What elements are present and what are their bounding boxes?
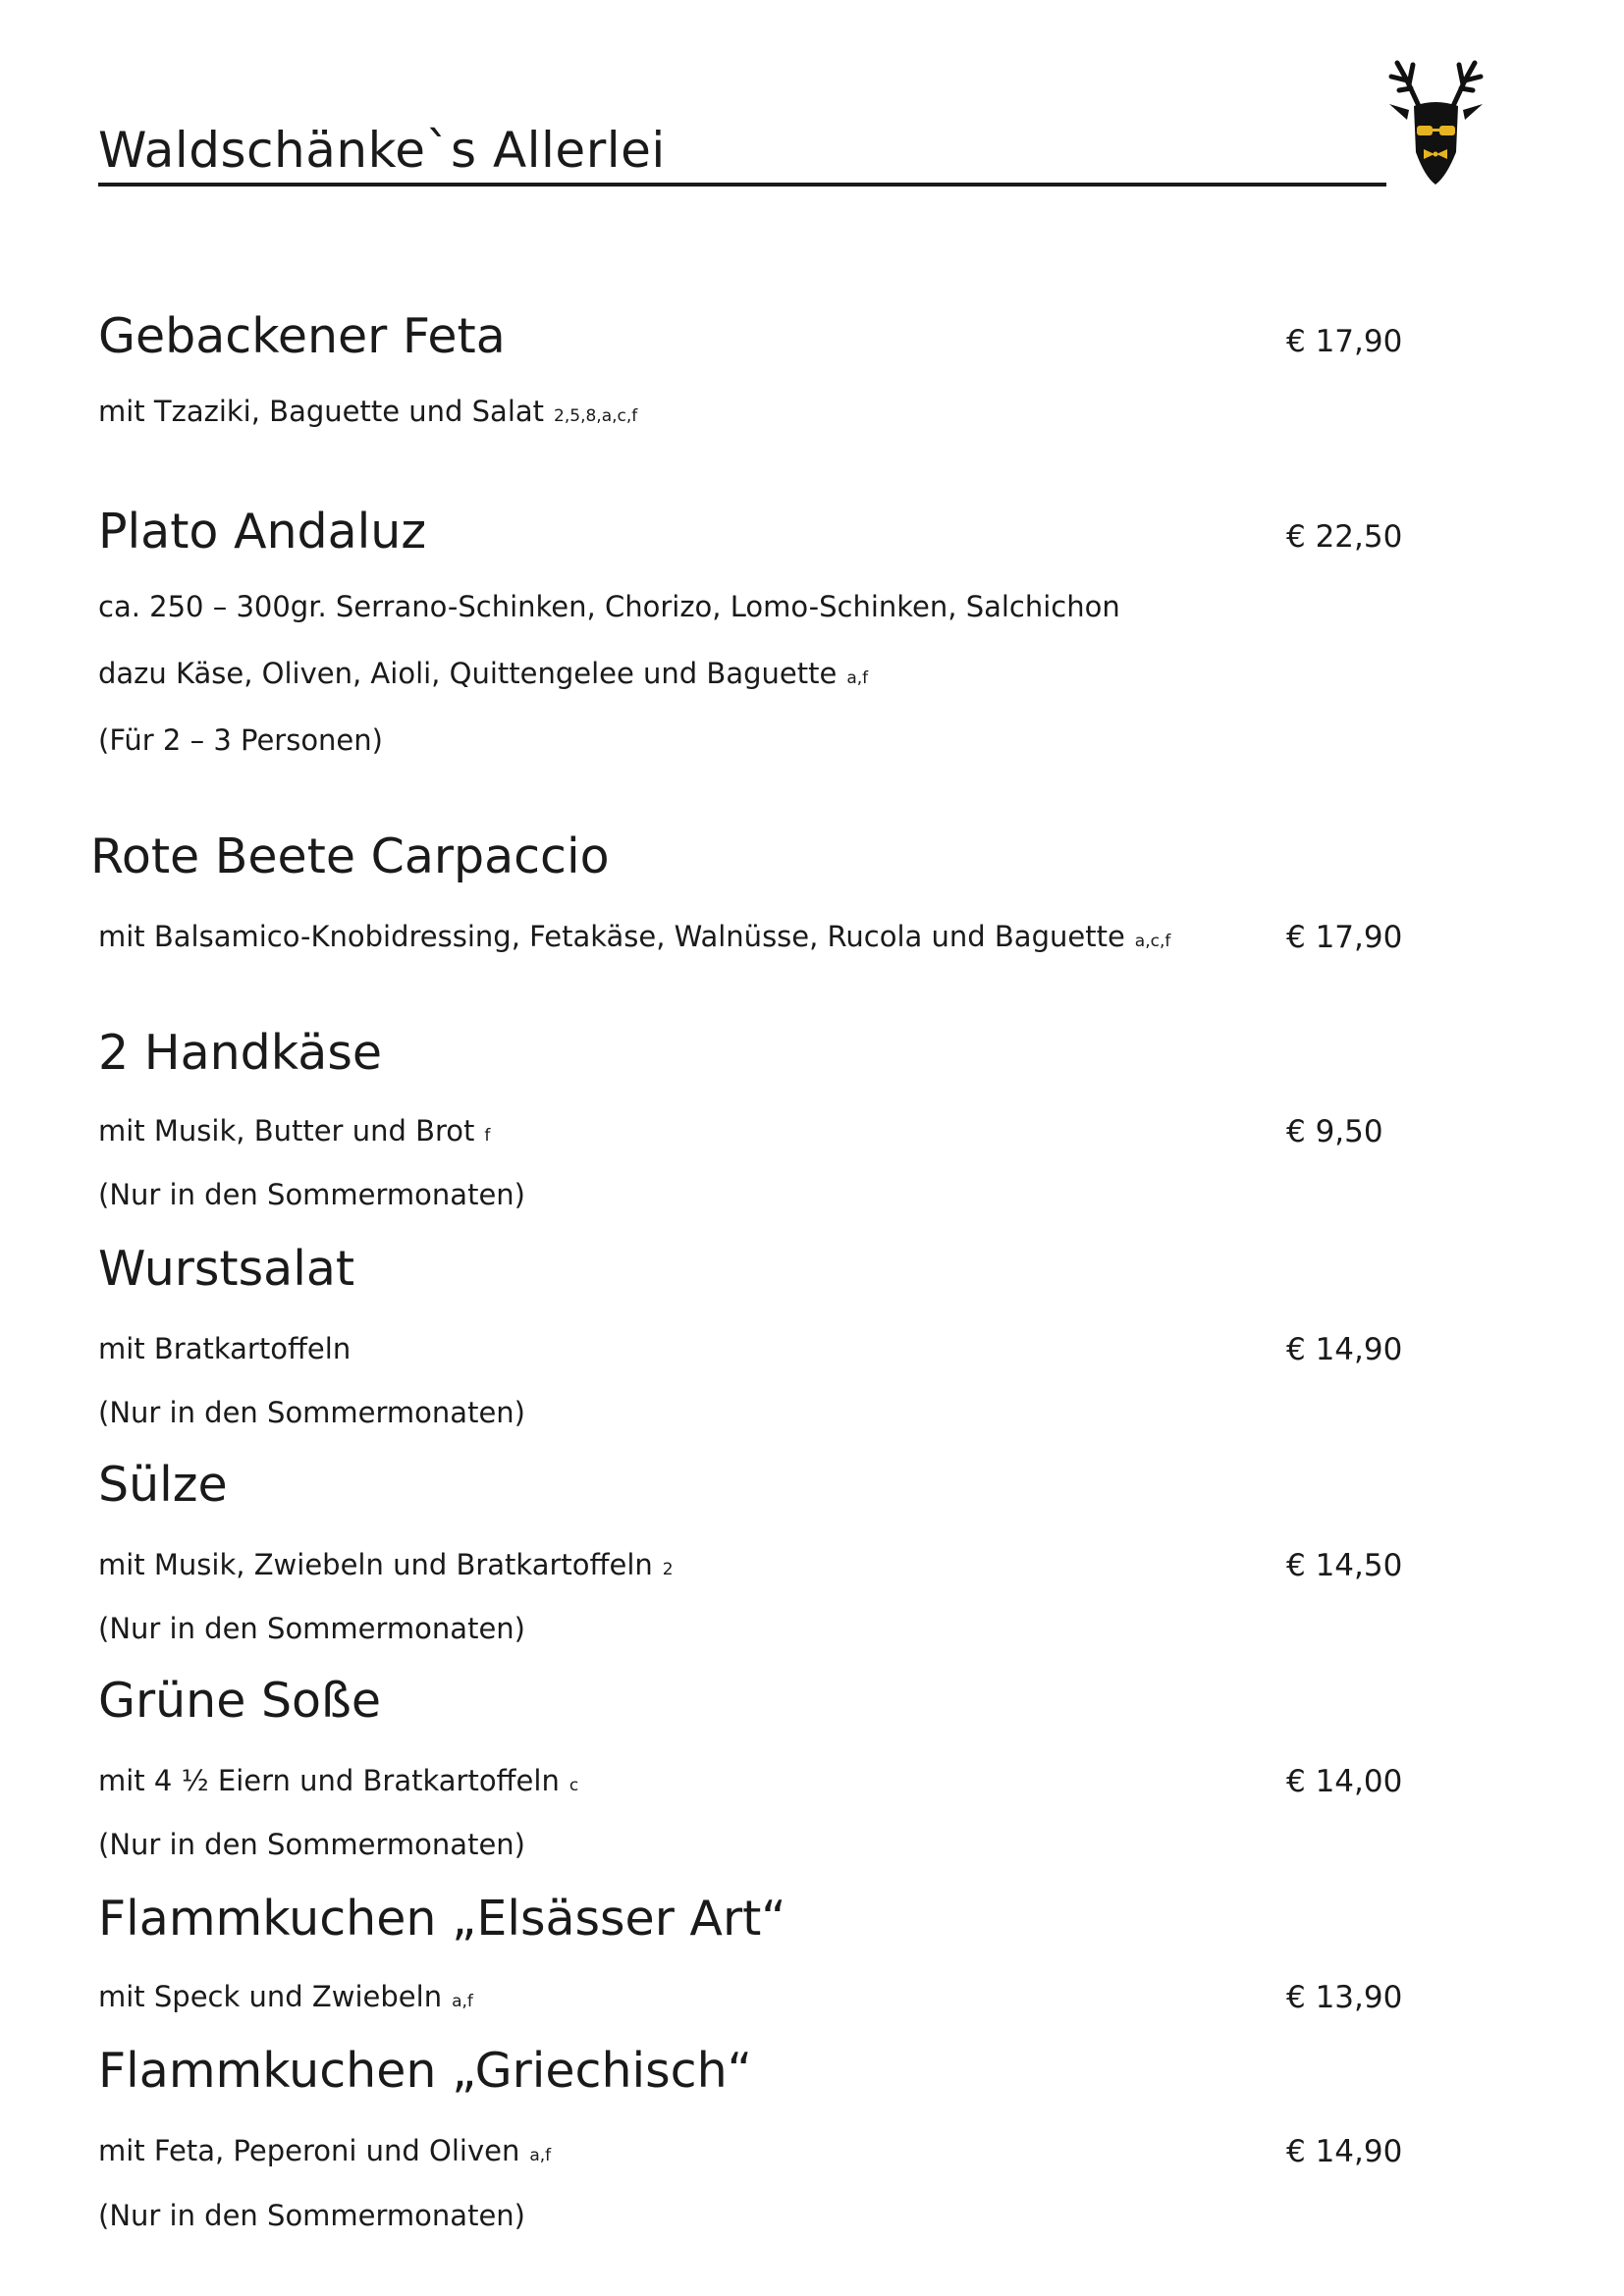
dish-description: mit 4 ½ Eiern und Bratkartoffeln c (98, 1764, 579, 1797)
dish-name-gebackener-feta: Gebackener Feta (98, 308, 506, 364)
dish-name-gruene-sosse: Grüne Soße (98, 1673, 382, 1729)
dish-note: (Nur in den Sommermonaten) (98, 1178, 525, 1211)
dish-price-suelze: € 14,50 (1286, 1548, 1403, 1583)
dish-price-2-handkaese: € 9,50 (1286, 1114, 1383, 1149)
dish-description: ca. 250 – 300gr. Serrano-Schinken, Chorizo, Lomo-Schinken, Salchichon (98, 590, 1120, 623)
allergen-codes: a,f (529, 2146, 552, 2165)
dish-price-wurstsalat: € 14,90 (1286, 1332, 1403, 1367)
deer-head-icon (1380, 59, 1492, 187)
dish-description: mit Bratkartoffeln (98, 1332, 352, 1365)
dish-name-wurstsalat: Wurstsalat (98, 1241, 355, 1297)
allergen-codes: a,c,f (1134, 932, 1171, 951)
allergen-codes: 2,5,8,a,c,f (554, 406, 638, 426)
dish-description: mit Tzaziki, Baguette und Salat 2,5,8,a,c,f (98, 395, 638, 428)
dish-note: (Nur in den Sommermonaten) (98, 2199, 525, 2232)
allergen-codes: 2 (662, 1560, 674, 1579)
dish-description: dazu Käse, Oliven, Aioli, Quittengelee und Baguette a,f (98, 657, 869, 690)
dish-note: (Nur in den Sommermonaten) (98, 1396, 525, 1429)
allergen-codes: c (568, 1776, 579, 1795)
dish-name-flammkuchen-elsaesser-art: Flammkuchen „Elsässer Art“ (98, 1891, 786, 1947)
dish-description: mit Speck und Zwiebeln a,f (98, 1980, 473, 2013)
dish-note: (Nur in den Sommermonaten) (98, 1828, 525, 1861)
dish-name-2-handkaese: 2 Handkäse (98, 1025, 382, 1081)
dish-price-rote-beete-carpaccio: € 17,90 (1286, 920, 1403, 955)
dish-note: (Nur in den Sommermonaten) (98, 1612, 525, 1645)
dish-description: mit Musik, Zwiebeln und Bratkartoffeln 2 (98, 1548, 674, 1581)
dish-price-gebackener-feta: € 17,90 (1286, 324, 1403, 359)
dish-price-flammkuchen-griechisch: € 14,90 (1286, 2134, 1403, 2169)
dish-name-rote-beete-carpaccio: Rote Beete Carpaccio (90, 828, 610, 884)
dish-note: (Für 2 – 3 Personen) (98, 723, 383, 757)
allergen-codes: a,f (846, 668, 869, 688)
dish-description: mit Feta, Peperoni und Oliven a,f (98, 2134, 552, 2167)
dish-price-flammkuchen-elsaesser-art: € 13,90 (1286, 1980, 1403, 2015)
dish-price-gruene-sosse: € 14,00 (1286, 1764, 1403, 1799)
dish-price-plato-andaluz: € 22,50 (1286, 519, 1403, 555)
dish-name-plato-andaluz: Plato Andaluz (98, 504, 427, 560)
dish-name-flammkuchen-griechisch: Flammkuchen „Griechisch“ (98, 2043, 753, 2099)
page-title: Waldschänke`s Allerlei (98, 122, 666, 179)
dish-description: mit Musik, Butter und Brot f (98, 1114, 491, 1148)
dish-name-suelze: Sülze (98, 1457, 228, 1513)
allergen-codes: f (484, 1126, 491, 1146)
allergen-codes: a,f (452, 1992, 473, 2011)
dish-description: mit Balsamico-Knobidressing, Fetakäse, Walnüsse, Rucola und Baguette a,c,f (98, 920, 1171, 953)
title-underline (98, 183, 1386, 187)
